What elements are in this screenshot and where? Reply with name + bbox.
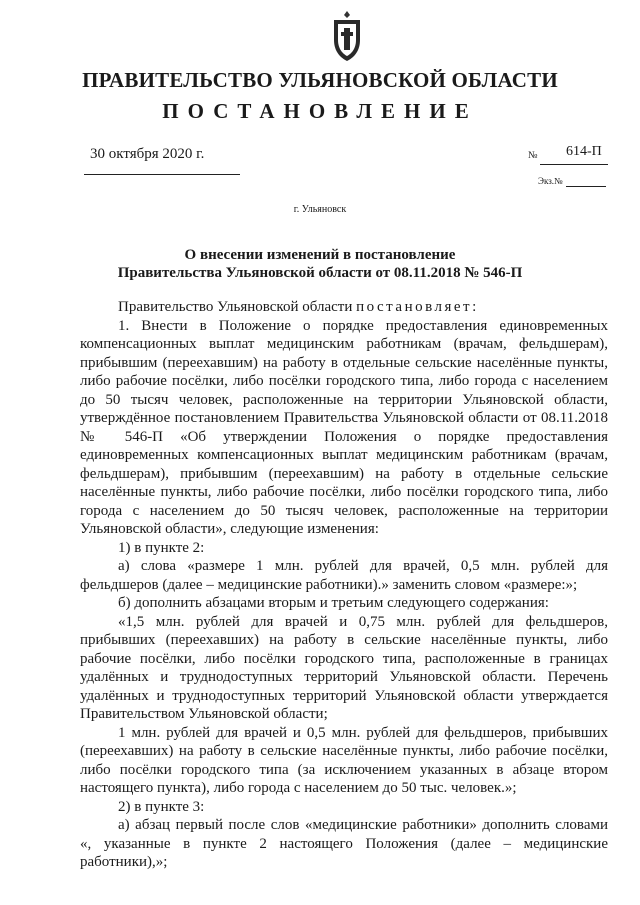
coat-of-arms-icon (330, 10, 364, 62)
document-type: ПОСТАНОВЛЕНИЕ (162, 99, 478, 123)
copy-number-label: Экз.№ (538, 176, 563, 186)
paragraph-7: 2) в пункте 3: (118, 798, 205, 815)
copy-number-underline (566, 186, 606, 187)
subject-line-1: О внесении изменений в постановление (184, 247, 456, 263)
paragraph-2: 1) в пункте 2: (118, 539, 205, 556)
intro-verb: постановляет: (356, 299, 479, 315)
paragraph-4: б) дополнить абзацами вторым и третьим следующего содержания: (118, 595, 549, 611)
number-underline (540, 164, 608, 165)
paragraph-6: 1 млн. рублей для врачей и 0,5 млн. рублей для фельдшеров, прибывших (переехавших) на работу в сельские населённые пункты, либо рабочие посёлки, либо посёлки городского типа (за исключением указанных в абзаце втором настоящего пункта), либо города с населением до 50 тыс. человек.»; (80, 724, 608, 796)
intro-prefix: Правительство Ульяновской области (118, 299, 357, 315)
subject-line-2: Правительства Ульяновской области от 08.11.2018 № 546-П (117, 265, 523, 281)
document-body (80, 298, 608, 872)
number-label: № (528, 150, 538, 161)
document-number: 614-П (566, 144, 602, 159)
paragraph-5: «1,5 млн. рублей для врачей и 0,75 млн. рублей для фельдшеров, прибывших (переехавших) на работу в сельские населённые пункты, либо рабочие посёлки, либо посёлки городского типа, расположенные в границах удалённых и труднодоступных территорий Ульяновской области. Перечень удалённых и труднодоступных территорий Ульяновской области утверждается Правительством Ульяновской области; (80, 613, 608, 722)
paragraph-3: а) слова «размере 1 млн. рублей для врачей, 0,5 млн. рублей для фельдшеров (далее – медицинские работники).» заменить словом «размере:»; (80, 558, 608, 593)
paragraph-1: 1. Внести в Положение о порядке предоставления единовременных компенсационных выплат медицинским работникам (врачам, фельдшерам), прибывшим (переехавшим) на работу в отдельные сельские населённые пункты, либо рабочие посёлки, либо посёлки городского типа, либо города с населением до 50 тысяч человек, расположенные на территории Ульяновской области, утверждённое постановлением Правительства Ульяновской области от 08.11.2018 № 546-П «Об утверждении Положения о порядке предоставления единовременных компенсационных выплат медицинским работникам (врачам, фельдшерам), прибывшим (переехавшим) на работу в отдельные сельские населённые пункты, либо рабочие посёлки, либо посёлки городского типа, либо города с населением до 50 тысяч человек, расположенные на территории Ульяновской области», следующие изменения: (80, 317, 608, 537)
city: г. Ульяновск (293, 204, 347, 215)
paragraph-8: а) абзац первый после слов «медицинские работники» дополнить словами «, указанные в пункте 2 настоящего Положения (далее – медицинские работники),»; (80, 817, 608, 870)
document-subject (0, 246, 640, 282)
intro-paragraph (80, 298, 608, 317)
date-underline (84, 174, 240, 175)
organization-title: ПРАВИТЕЛЬСТВО УЛЬЯНОВСКОЙ ОБЛАСТИ (82, 68, 558, 92)
document-date: 30 октября 2020 г. (90, 146, 205, 162)
